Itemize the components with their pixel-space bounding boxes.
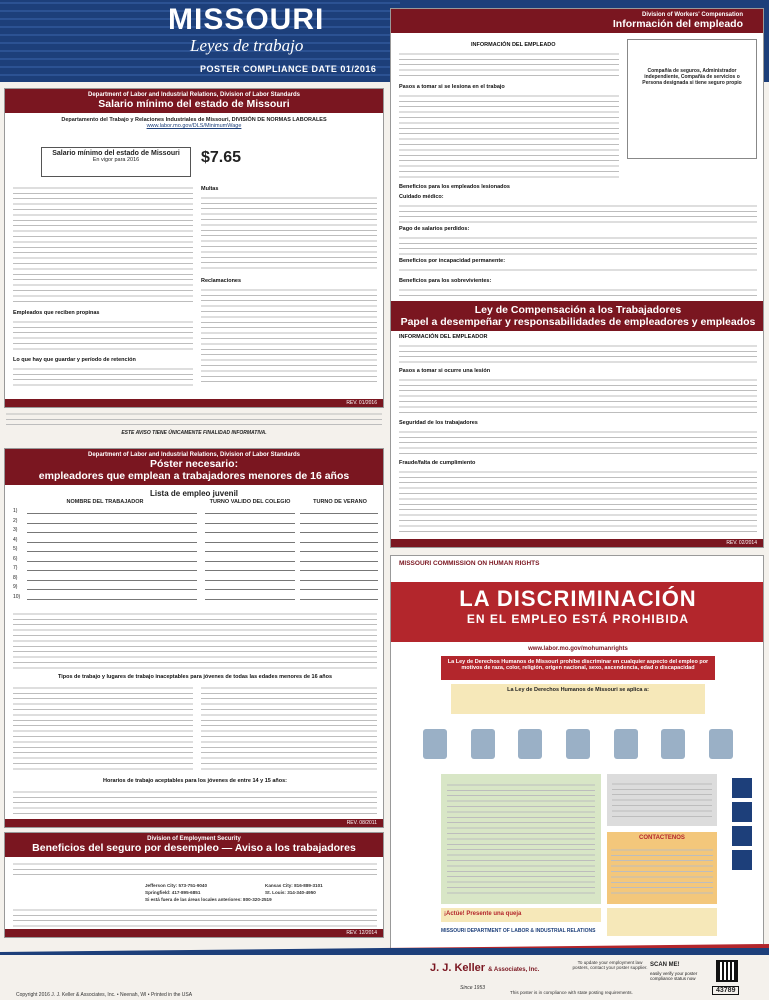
- contact-heading: CONTACTENOS: [639, 835, 685, 841]
- employer-info-body: [399, 341, 757, 363]
- youth-row-number: 4): [13, 536, 18, 543]
- fraud-body: [399, 467, 757, 533]
- youth-row-line[interactable]: [300, 561, 378, 562]
- youth-row-line[interactable]: [300, 523, 378, 524]
- youth-row-line[interactable]: [205, 599, 295, 600]
- wc-law-subtitle: Papel a desempeñar y responsabilidades de empleadores y empleados: [400, 316, 756, 328]
- youth-row-line[interactable]: [27, 532, 197, 533]
- unemployment-panel: [4, 832, 384, 938]
- youth-row-line[interactable]: [300, 599, 378, 600]
- hours-body: [13, 787, 377, 817]
- deaf-icon: [732, 778, 752, 798]
- youth-row-number: 1): [13, 508, 18, 514]
- prohibited-practices: [441, 774, 601, 904]
- youth-row-line[interactable]: [300, 570, 378, 571]
- youth-row-number: 10): [13, 593, 21, 600]
- youth-row-line[interactable]: [27, 523, 197, 524]
- commission-name: MISSOURI COMMISSION ON HUMAN RIGHTS: [399, 560, 540, 567]
- youth-list-title: Lista de empleo juvenil: [149, 489, 239, 498]
- elder-icon: [566, 729, 590, 759]
- unemployment-title: Beneficios del seguro por desempleo — Aviso a los trabajadores: [32, 842, 356, 854]
- wheelchair-icon: [709, 729, 733, 759]
- phone-stlouis: St. Louis: 314-340-4950: [265, 890, 316, 895]
- section-acceptable-hours: Horarios de trabajo aceptables para los jóvenes de entre 14 y 15 años:: [102, 778, 288, 784]
- wage-amount: $7.65: [201, 149, 242, 166]
- agency-info: [607, 774, 717, 826]
- youth-row-line[interactable]: [27, 580, 197, 581]
- section-unacceptable-jobs: Tipos de trabajo y lugares de trabajo inaceptables para jóvenes de todas las edades menores de 16 años: [57, 674, 333, 680]
- discrimination-title: LA DISCRIMINACIÓN: [459, 586, 697, 611]
- applies-to-heading: La Ley de Derechos Humanos de Missouri se aplica a:: [507, 687, 649, 693]
- youth-row-line[interactable]: [300, 589, 378, 590]
- unemployment-footer: [5, 929, 383, 937]
- min-wage-url[interactable]: www.labor.mo.gov/DLS/MinimumWage: [146, 123, 242, 129]
- multas-body: [201, 193, 377, 273]
- wc-intro: [399, 49, 619, 79]
- youth-row-number: 6): [13, 555, 18, 562]
- col-school-shift: TURNO VALIDO DEL COLEGIO: [209, 499, 291, 505]
- tipped-body: [13, 317, 193, 353]
- section-tipped: Empleados que reciben propinas: [13, 310, 100, 316]
- youth-panel: [4, 448, 384, 828]
- agency-info-text: [612, 779, 712, 821]
- workers-comp-rev: REV. 02/2014: [726, 540, 757, 546]
- col-vacation-shift: TURNO DE VERANO: [313, 499, 367, 505]
- unemployment-rev: REV. 12/2014: [346, 930, 377, 936]
- person-icon: [423, 729, 447, 759]
- phone-jefferson: Jefferson City: 573-751-9040: [145, 883, 208, 888]
- youth-row-number: 5): [13, 546, 18, 552]
- medical-care: Cuidado médico:: [399, 194, 444, 200]
- youth-row-line[interactable]: [205, 589, 295, 590]
- section-multas: Multas: [201, 186, 219, 192]
- youth-row-line[interactable]: [205, 580, 295, 581]
- youth-row-line[interactable]: [27, 513, 197, 514]
- min-wage-disclaimer: [6, 409, 382, 427]
- discrimination-title-band: [391, 582, 764, 642]
- tty-icon: [732, 826, 752, 846]
- insurer-box-label: Compañía de seguros, Administrador independiente, Compañía de servicios o Persona designada si tiene seguro propio: [642, 68, 742, 86]
- retention-body: [13, 364, 193, 386]
- accessibility-icon: [732, 850, 752, 870]
- medical-care-body: [399, 201, 757, 223]
- discrimination-subtitle: EN EL EMPLEO ESTÁ PROHIBIDA: [466, 612, 690, 626]
- fraud-heading: Fraude/falta de cumplimiento: [399, 460, 476, 466]
- keller-logo: [430, 962, 539, 974]
- religion-icon: [614, 729, 638, 759]
- contact-box: [607, 832, 717, 904]
- youth-row-line[interactable]: [300, 513, 378, 514]
- unacceptable-list-left: [13, 683, 193, 773]
- wc-law-header: [391, 301, 764, 331]
- min-wage-title: Salario mínimo del estado de Missouri: [98, 98, 290, 110]
- phone-kansas: Kansas City: 816-889-3101: [265, 883, 323, 888]
- applies-to-box: [451, 684, 705, 714]
- section-retention: Lo que hay que guardar y período de retención: [13, 357, 136, 363]
- scan-sub: easily verify your poster compliance status now: [650, 971, 698, 981]
- min-wage-agency-es: Departamento del Trabajo y Relaciones Industriales de Missouri, DIVISIÓN DE NORMAS LABORALES: [61, 117, 327, 123]
- reclamaciones-body: [201, 285, 377, 385]
- youth-row-line[interactable]: [27, 570, 197, 571]
- wage-box-effective: En vigor para 2016: [92, 157, 140, 163]
- wc-law-title: Ley de Compensación a los Trabajadores: [474, 304, 682, 316]
- min-wage-panel: [4, 88, 384, 408]
- employee-info-heading: INFORMACIÓN DEL EMPLEADO: [471, 42, 556, 48]
- part-number: 43789: [712, 986, 739, 995]
- permanent-disability: Beneficios por incapacidad permanente:: [399, 258, 506, 264]
- youth-row-line[interactable]: [205, 542, 295, 543]
- youth-row-line[interactable]: [205, 561, 295, 562]
- wage-box-title: Salario mínimo del estado de Missouri: [52, 150, 180, 157]
- survivor-body: [399, 285, 757, 297]
- unemployment-agency: Division of Employment Security: [147, 836, 241, 842]
- unemployment-body: [13, 859, 377, 879]
- accessibility-icons: [727, 774, 757, 934]
- lost-wages: Pago de salarios perdidos:: [399, 226, 470, 232]
- worker-safety: Seguridad de los trabajadores: [399, 420, 478, 426]
- youth-row-line[interactable]: [205, 513, 295, 514]
- col-worker-name: NOMBRE DEL TRABAJADOR: [66, 499, 144, 505]
- youth-row-line[interactable]: [300, 532, 378, 533]
- youth-row-line[interactable]: [300, 542, 378, 543]
- youth-agency: Department of Labor and Industrial Relations, Division of Labor Standards: [87, 452, 301, 458]
- lost-wages-body: [399, 233, 757, 255]
- discrimination-poster: [390, 555, 764, 950]
- worker-safety-body: [399, 427, 757, 455]
- workers-comp-title: Información del empleado: [612, 18, 743, 30]
- braille-icon: [732, 802, 752, 822]
- min-wage-footer: [5, 399, 383, 407]
- youth-row-number: 8): [13, 574, 18, 581]
- survivor-benefits: Beneficios para los sobrevivientes:: [399, 278, 492, 284]
- min-wage-agency: Department of Labor and Industrial Relations, Division of Labor Standards: [87, 92, 301, 98]
- brand-name: J. J. Keller: [430, 962, 486, 974]
- youth-title-2: empleadores que emplean a trabajadores menores de 16 años: [38, 470, 350, 482]
- youth-row-line[interactable]: [205, 532, 295, 533]
- step-injury-body: [399, 375, 757, 415]
- youth-row-line[interactable]: [27, 551, 197, 552]
- youth-row-line[interactable]: [205, 523, 295, 524]
- youth-row-line[interactable]: [300, 551, 378, 552]
- step-injured: Pasos a tomar si se lesiona en el trabajo: [399, 84, 505, 90]
- file-complaint: ¡Actúe! Presente una queja: [441, 908, 601, 922]
- permanent-body: [399, 265, 757, 275]
- youth-row-line[interactable]: [27, 542, 197, 543]
- workers-comp-agency: Division of Workers' Compensation: [642, 12, 743, 18]
- youth-row-number: 3): [13, 527, 18, 533]
- youth-title-1: Póster necesario:: [149, 458, 239, 470]
- keller-since: Since 1953: [460, 985, 486, 991]
- pregnancy-icon: [661, 729, 685, 759]
- commission-url[interactable]: www.labor.mo.gov/mohumanrights: [528, 646, 628, 652]
- insurer-box: [627, 39, 757, 159]
- family-icon: [471, 729, 495, 759]
- youth-row-line[interactable]: [27, 589, 197, 590]
- retaliation-note: [607, 908, 717, 936]
- section-reclamaciones: Reclamaciones: [201, 278, 242, 284]
- workers-comp-header: [391, 9, 763, 33]
- prohibited-text: [447, 780, 595, 898]
- youth-rev: REV. 08/2011: [346, 820, 377, 826]
- workers-comp-footer: [391, 539, 763, 547]
- step-injury-occurs: Pasos a tomar si ocurre una lesión: [399, 368, 491, 374]
- youth-header: [5, 449, 383, 485]
- unacceptable-list-right: [201, 683, 377, 773]
- benefits-heading: Beneficios para los empleados lesionados: [399, 184, 510, 190]
- youth-row-line[interactable]: [205, 570, 295, 571]
- youth-row-line[interactable]: [205, 551, 295, 552]
- phone-springfield: Springfield: 417-895-6851: [145, 890, 201, 895]
- workers-comp-panel: [390, 8, 764, 548]
- min-wage-rev: REV. 01/2016: [346, 400, 377, 406]
- phone-toll-free: Si está fuera de las áreas locales anteriores: 800-320-2519: [145, 897, 272, 902]
- youth-row-number: 2): [13, 517, 18, 524]
- youth-row-number: 9): [13, 584, 18, 590]
- compliance-notice: This poster is in compliance with state posting requirements.: [510, 990, 633, 995]
- contact-text: [611, 845, 713, 897]
- state-title: MISSOURI: [168, 3, 325, 36]
- dept-labor-logo: MISSOURI DEPARTMENT OF LABOR & INDUSTRIAL RELATIONS: [441, 928, 596, 934]
- youth-row-line[interactable]: [27, 599, 197, 600]
- youth-footer: [5, 819, 383, 827]
- youth-body-text: [13, 609, 377, 669]
- youth-row-number: 7): [13, 565, 18, 571]
- brand-name-2: & Associates, Inc.: [488, 967, 540, 973]
- poster-subtitle: Leyes de trabajo: [190, 36, 304, 55]
- wage-box: [41, 147, 191, 177]
- min-wage-header: [5, 89, 383, 113]
- worker-icon: [518, 729, 542, 759]
- copyright: Copyright 2016 J. J. Keller & Associates, Inc. • Neenah, WI • Printed in the USA: [16, 992, 193, 998]
- min-wage-body-left: [13, 183, 193, 303]
- youth-row-line[interactable]: [300, 580, 378, 581]
- update-notice: To update your employment law posters, contact your poster supplier.: [572, 960, 648, 970]
- youth-row-line[interactable]: [27, 561, 197, 562]
- employer-info: INFORMACIÓN DEL EMPLEADOR: [399, 334, 488, 340]
- unemployment-address: [13, 905, 377, 927]
- unemployment-header: [5, 833, 383, 857]
- step-injured-body: [399, 91, 619, 181]
- human-rights-law: La Ley de Derechos Humanos de Missouri prohíbe discriminar en cualquier aspecto del empleo por motivos de raza, color, religión, origen nacional, sexo, ascendencia, edad o discapacidad: [441, 656, 715, 680]
- discrimination-icons: [411, 721, 745, 766]
- compliance-date: POSTER COMPLIANCE DATE 01/2016: [200, 64, 377, 74]
- scan-label: SCAN ME!: [650, 962, 680, 968]
- informational-notice: ESTE AVISO TIENE ÚNICAMENTE FINALIDAD INFORMATIVA.: [121, 430, 267, 436]
- qr-code-icon[interactable]: [716, 960, 738, 982]
